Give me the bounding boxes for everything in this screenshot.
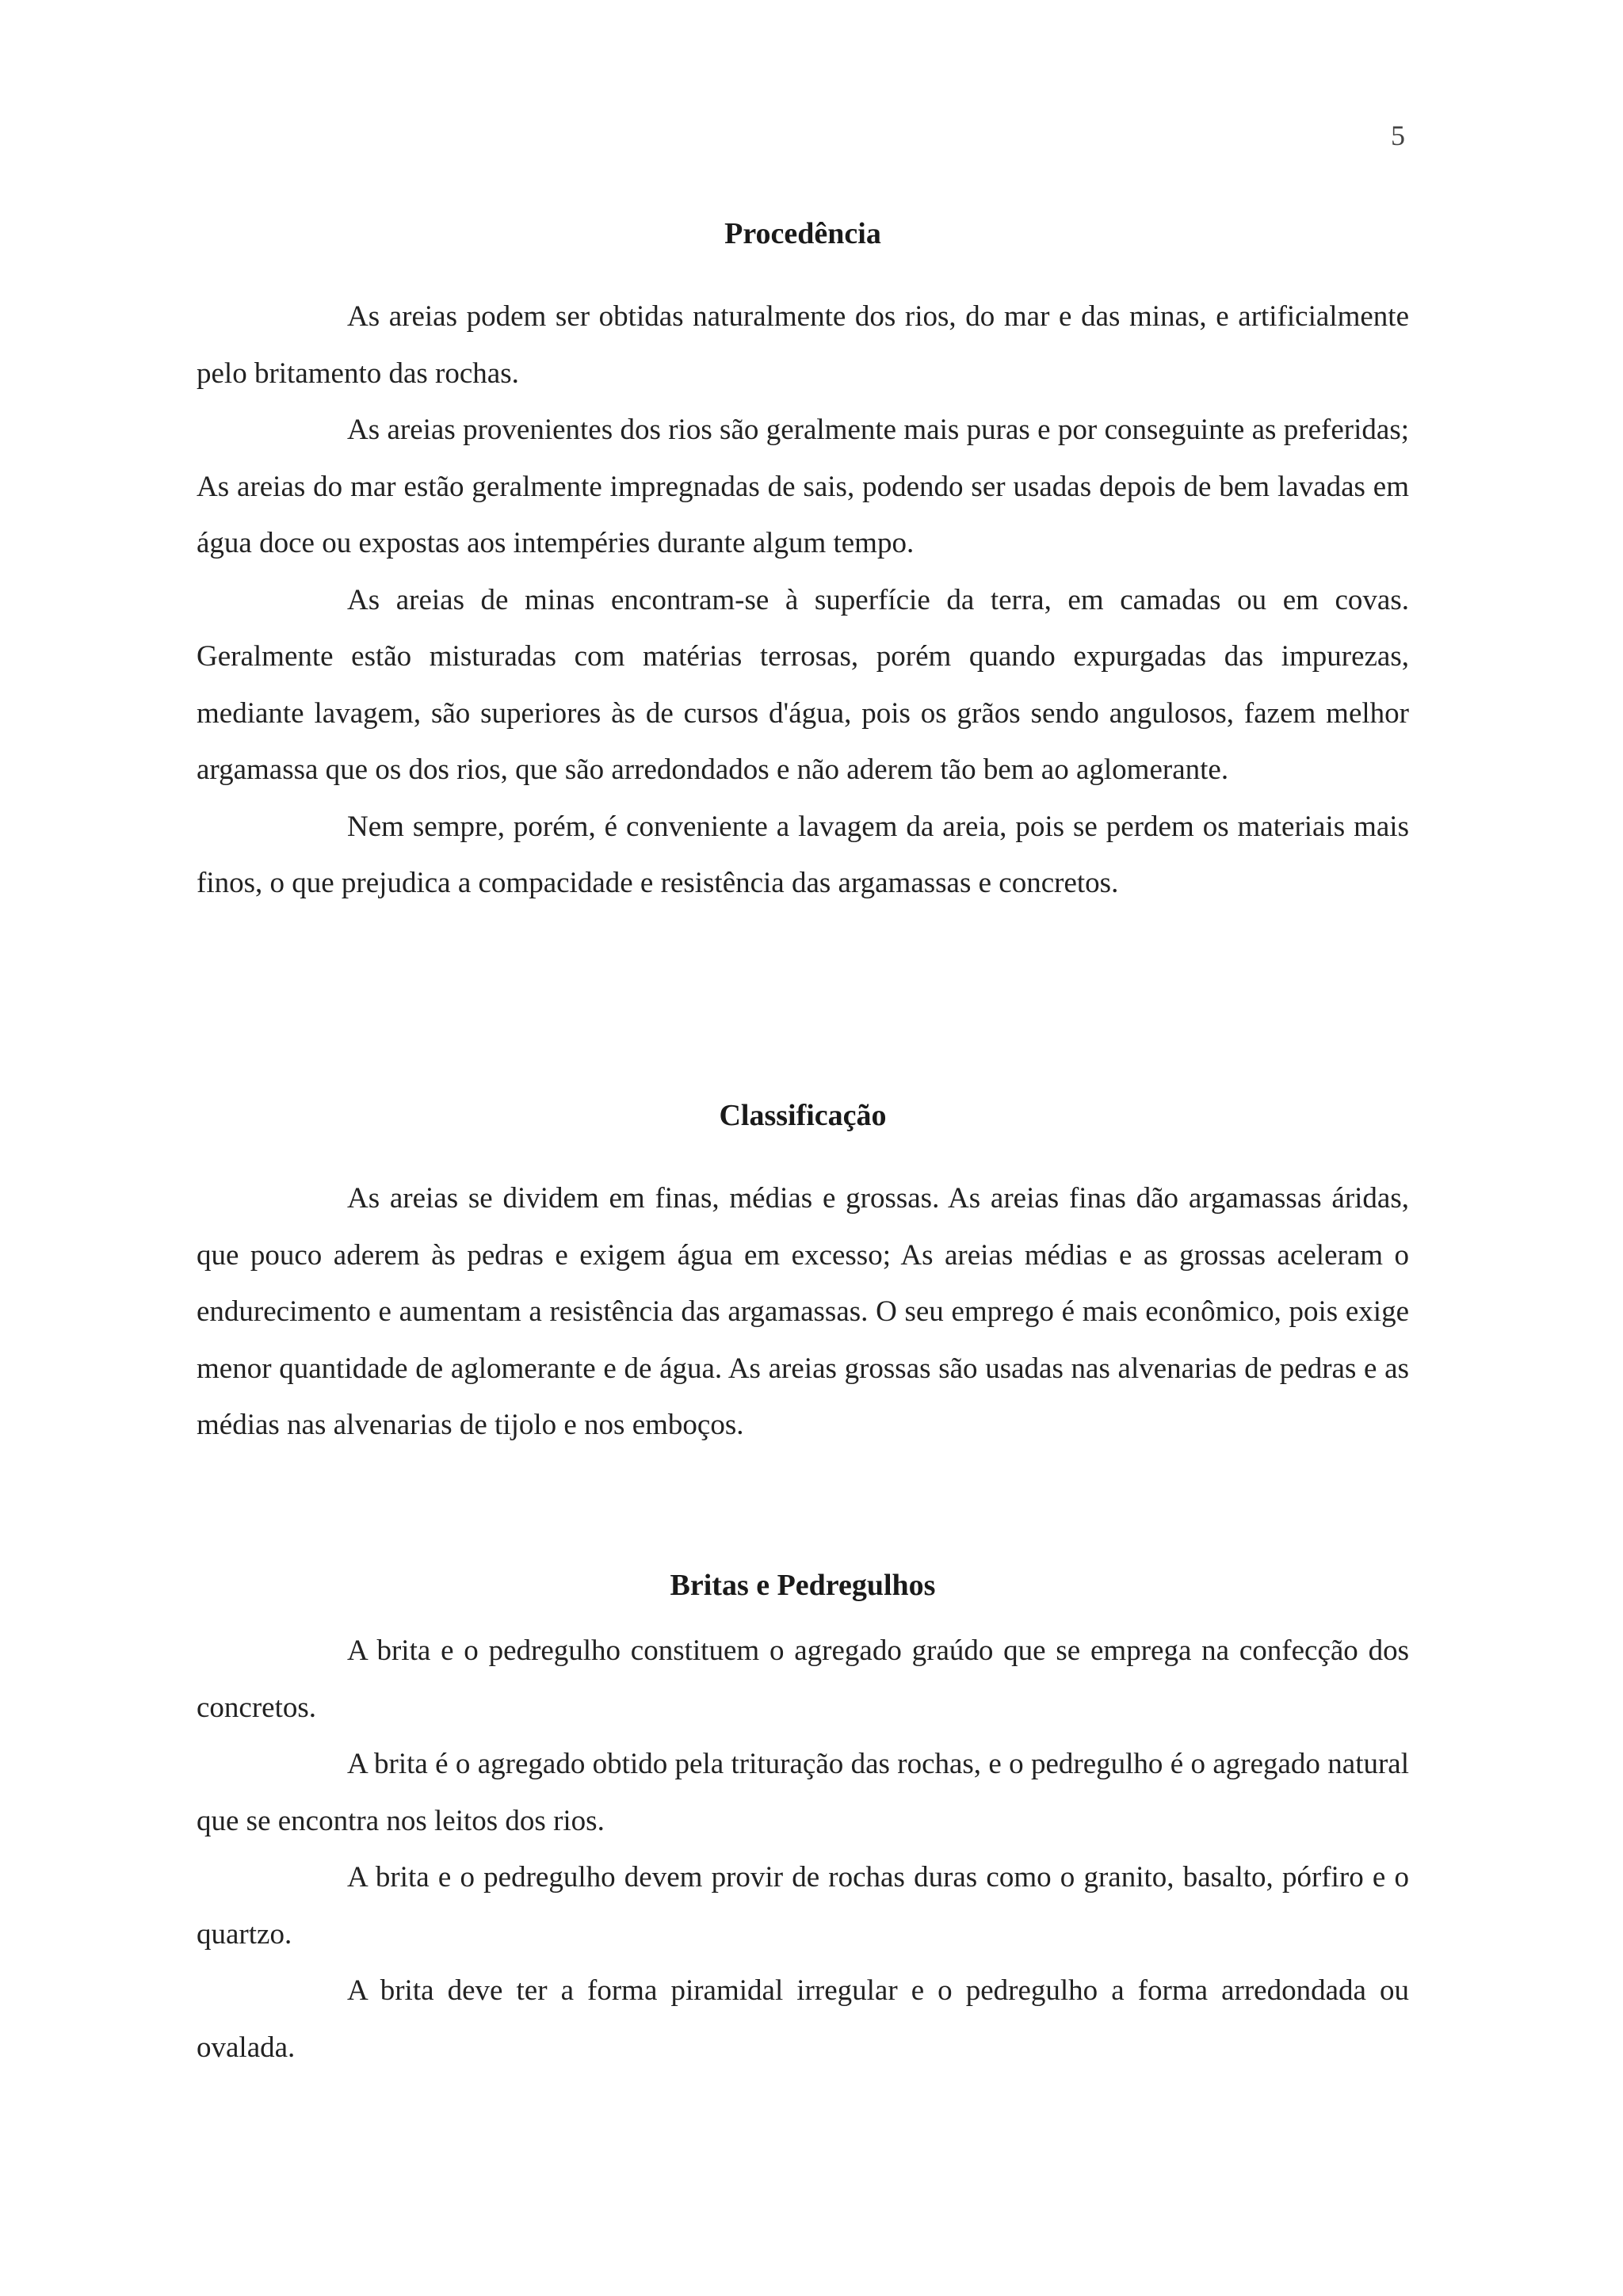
paragraph: A brita deve ter a forma piramidal irregular e o pedregulho a forma arredondada ou ovalada. (197, 1974, 1409, 2064)
section-classificacao (197, 1097, 1409, 1454)
paragraph: A brita e o pedregulho devem provir de rochas duras como o granito, basalto, pórfiro e o quartzo. (197, 1861, 1409, 1951)
paragraph: As areias podem ser obtidas naturalmente dos rios, do mar e das minas, e artificialmente pelo britamento das rochas. (197, 300, 1409, 390)
page-number: 5 (1391, 120, 1405, 151)
section-procedencia (197, 215, 1409, 912)
section-heading: Classificação (719, 1099, 887, 1132)
paragraph: Nem sempre, porém, é conveniente a lavagem da areia, pois se perdem os materiais mais finos, o que prejudica a compacidade e resistência das argamassas e concretos. (197, 810, 1409, 899)
paragraph: A brita é o agregado obtido pela trituração das rochas, e o pedregulho é o agregado natural que se encontra nos leitos dos rios. (197, 1748, 1409, 1837)
paragraph: As areias se dividem em finas, médias e grossas. As areias finas dão argamassas áridas, que pouco aderem às pedras e exigem água em excesso; As areias médias e as grossas aceleram o endurecimento e aumentam a resistência das argamassas. O seu emprego é mais econômico, pois exige menor quantidade de aglomerante e de água. As areias grossas são usadas nas alvenarias de pedras e as médias nas alvenarias de tijolo e nos emboços. (197, 1182, 1409, 1441)
section-britas-e-pedregulhos (197, 1567, 1409, 2076)
section-heading: Britas e Pedregulhos (670, 1569, 936, 1602)
section-heading: Procedência (724, 217, 881, 250)
paragraph: As areias provenientes dos rios são geralmente mais puras e por conseguinte as preferidas; As areias do mar estão geralmente impregnadas de sais, podendo ser usadas depois de bem lavadas em água doce ou expostas aos intempéries durante algum tempo. (197, 414, 1409, 559)
paragraph: A brita e o pedregulho constituem o agregado graúdo que se emprega na confecção dos concretos. (197, 1634, 1409, 1724)
paragraph: As areias de minas encontram-se à superfície da terra, em camadas ou em covas. Geralmente estão misturadas com matérias terrosas, porém quando expurgadas das impurezas, mediante lavagem, são superiores às de cursos d'água, pois os grãos sendo angulosos, fazem melhor argamassa que os dos rios, que são arredondados e não aderem tão bem ao aglomerante. (197, 583, 1409, 786)
